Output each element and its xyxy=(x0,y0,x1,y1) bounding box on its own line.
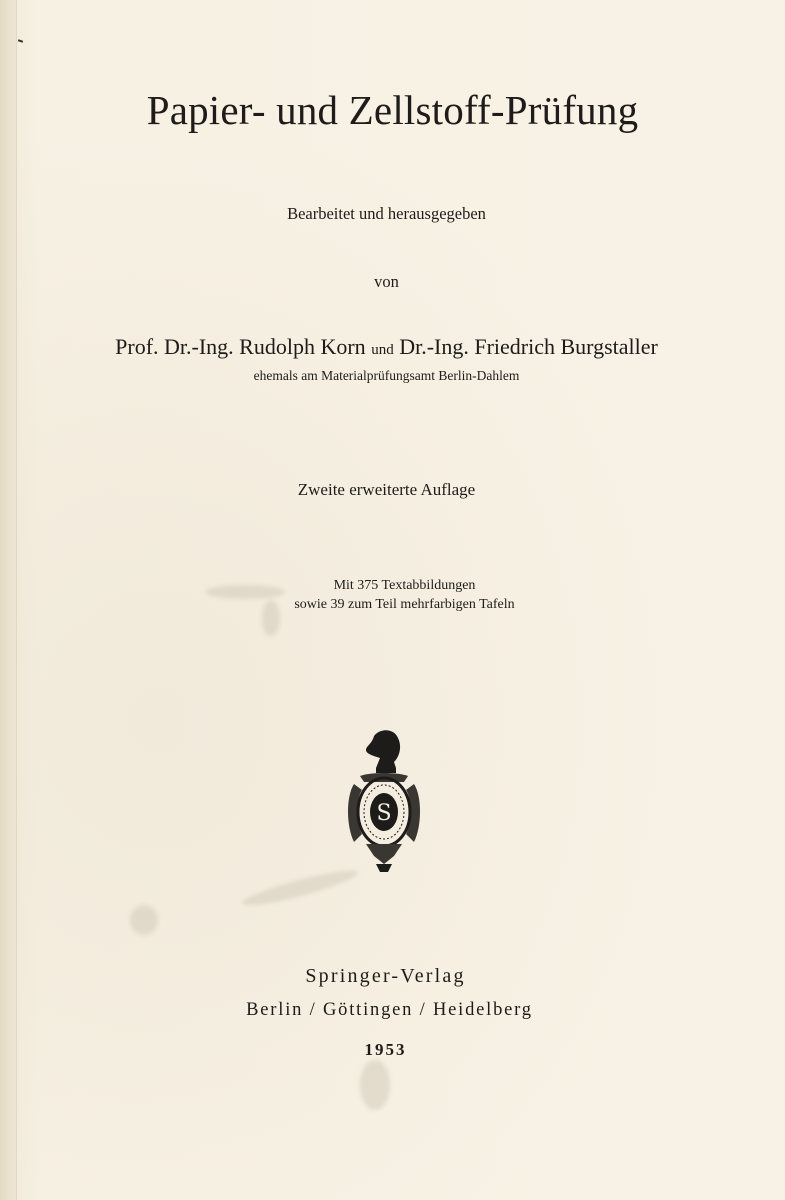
subtitle: Bearbeitet und herausgegeben xyxy=(287,204,486,223)
paper-stain xyxy=(262,600,280,636)
authors xyxy=(0,334,779,360)
ink-speck xyxy=(18,39,23,43)
paper-stain xyxy=(360,1060,390,1110)
paper-stain xyxy=(240,865,360,912)
paper-stain xyxy=(205,585,285,599)
paper-stain xyxy=(130,905,158,935)
author-2: Dr.-Ing. Friedrich Burgstaller xyxy=(399,334,658,359)
svg-text:S: S xyxy=(376,801,392,826)
publisher-name: Springer-Verlag xyxy=(305,965,466,987)
by-line: von xyxy=(374,272,399,291)
book-title: Papier- und Zellstoff-Prüfung xyxy=(146,87,639,133)
author-conjunction: und xyxy=(371,342,394,358)
publisher-cities: Berlin / Göttingen / Heidelberg xyxy=(246,1000,533,1020)
springer-knight-logo xyxy=(336,726,432,876)
illustrations-line-2: sowie 39 zum Teil mehrfarbigen Tafeln xyxy=(294,597,515,612)
affiliation: ehemals am Materialprüfungsamt Berlin-Dahlem xyxy=(253,368,520,383)
publication-year: 1953 xyxy=(364,1040,407,1059)
edition: Zweite erweiterte Auflage xyxy=(297,480,476,499)
author-1: Prof. Dr.-Ing. Rudolph Korn xyxy=(115,334,366,359)
illustrations-line-1: Mit 375 Textabbildungen xyxy=(333,578,476,593)
